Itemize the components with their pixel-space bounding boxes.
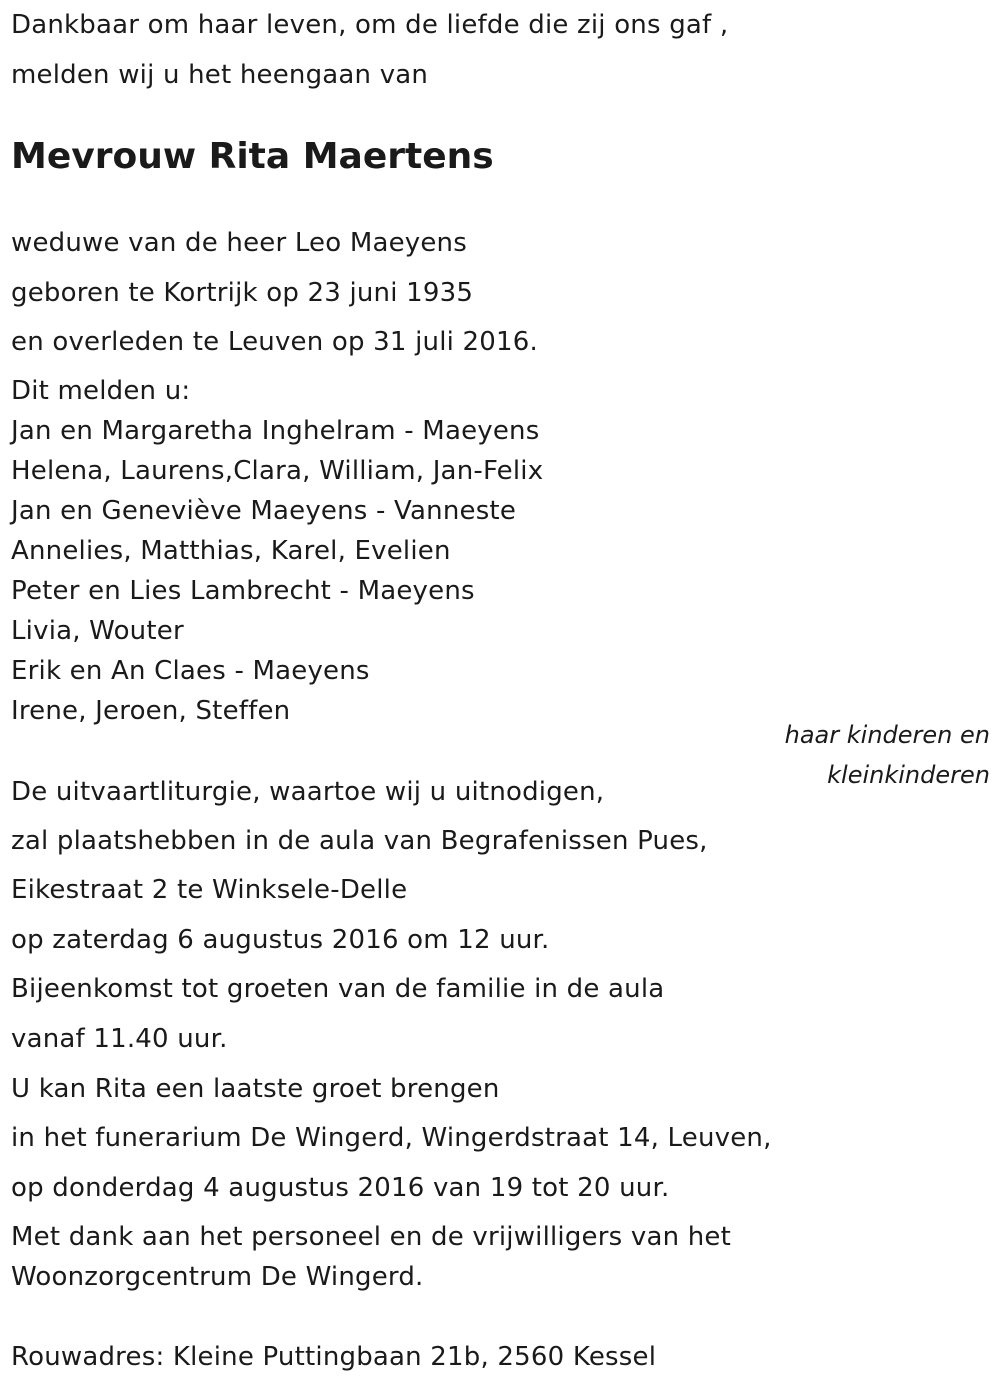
ceremony-line: Bijeenkomst tot groeten van de familie in de aula — [11, 974, 665, 1004]
ceremony-line: op donderdag 4 augustus 2016 van 19 tot 20 uur. — [11, 1173, 670, 1203]
ceremony-line: Eikestraat 2 te Winksele-Delle — [11, 875, 408, 905]
detail-died: en overleden te Leuven op 31 juli 2016. — [11, 327, 538, 357]
family-label-line-2: kleinkinderen — [827, 761, 990, 789]
family-label-line-1: haar kinderen en — [784, 721, 990, 749]
intro-line-1: Dankbaar om haar leven, om de liefde die zij ons gaf , — [11, 10, 729, 40]
family-line: Erik en An Claes - Maeyens — [11, 656, 370, 686]
deceased-name: Mevrouw Rita Maertens — [11, 136, 494, 177]
family-line: Jan en Geneviève Maeyens - Vanneste — [11, 496, 517, 526]
family-line: Jan en Margaretha Inghelram - Maeyens — [11, 416, 540, 446]
detail-born: geboren te Kortrijk op 23 juni 1935 — [11, 278, 474, 308]
mourning-address: Rouwadres: Kleine Puttingbaan 21b, 2560 Kessel — [11, 1342, 657, 1372]
family-line: Peter en Lies Lambrecht - Maeyens — [11, 576, 475, 606]
thanks-line-1: Met dank aan het personeel en de vrijwilligers van het — [11, 1222, 731, 1252]
ceremony-line: in het funerarium De Wingerd, Wingerdstraat 14, Leuven, — [11, 1123, 772, 1153]
family-line: Irene, Jeroen, Steffen — [11, 696, 291, 726]
family-line: Annelies, Matthias, Karel, Evelien — [11, 536, 451, 566]
ceremony-line: U kan Rita een laatste groet brengen — [11, 1074, 500, 1104]
intro-line-2: melden wij u het heengaan van — [11, 60, 429, 90]
ceremony-line: op zaterdag 6 augustus 2016 om 12 uur. — [11, 925, 550, 955]
detail-widow: weduwe van de heer Leo Maeyens — [11, 228, 467, 258]
thanks-line-2: Woonzorgcentrum De Wingerd. — [11, 1262, 424, 1292]
ceremony-line: zal plaatshebben in de aula van Begrafenissen Pues, — [11, 826, 708, 856]
family-intro: Dit melden u: — [11, 376, 191, 406]
ceremony-line: De uitvaartliturgie, waartoe wij u uitnodigen, — [11, 777, 605, 807]
family-line: Helena, Laurens,Clara, William, Jan-Felix — [11, 456, 544, 486]
ceremony-line: vanaf 11.40 uur. — [11, 1024, 228, 1054]
family-line: Livia, Wouter — [11, 616, 184, 646]
